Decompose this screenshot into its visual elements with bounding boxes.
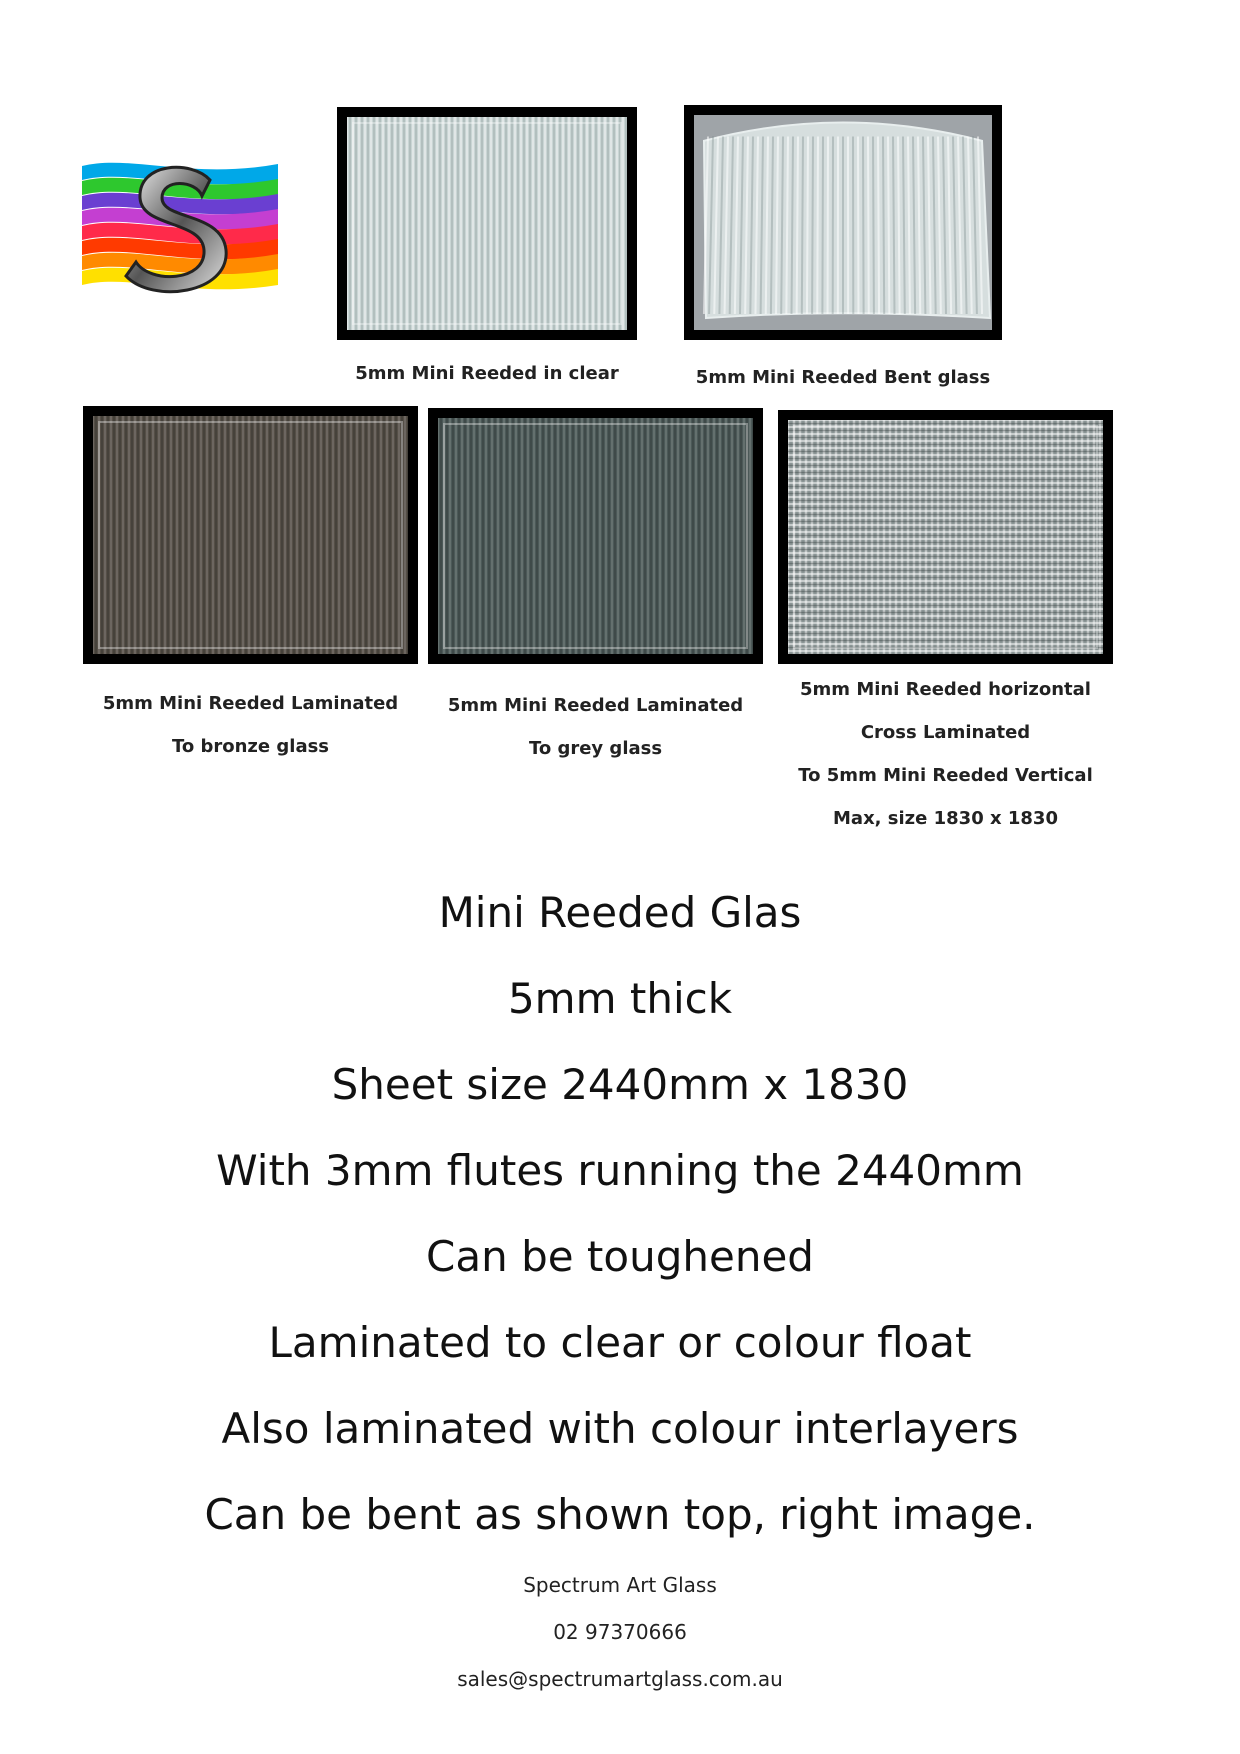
product-description bbox=[0, 870, 1240, 1558]
caption-cross bbox=[778, 668, 1113, 840]
company-name: Spectrum Art Glass bbox=[523, 1573, 717, 1597]
caption-line: To grey glass bbox=[528, 738, 663, 759]
caption-line: 5mm Mini Reeded in clear bbox=[355, 363, 619, 384]
glass-texture bbox=[788, 420, 1103, 654]
glass-texture bbox=[347, 117, 627, 330]
product-title: Mini Reeded Glas bbox=[438, 888, 802, 937]
company-logo bbox=[80, 158, 280, 298]
caption-line: 5mm Mini Reeded horizontal bbox=[800, 679, 1091, 700]
product-photo-grey bbox=[428, 408, 763, 664]
caption-grey bbox=[428, 684, 763, 770]
product-photo-bronze bbox=[83, 406, 418, 664]
contact-info bbox=[0, 1562, 1240, 1703]
glass-texture bbox=[93, 416, 408, 654]
description-line: Sheet size 2440mm x 1830 bbox=[331, 1060, 909, 1109]
caption-bronze bbox=[83, 682, 418, 768]
glass-texture bbox=[438, 418, 753, 654]
product-photo-bent bbox=[684, 105, 1002, 340]
caption-line: 5mm Mini Reeded Laminated bbox=[102, 693, 399, 714]
caption-line: Max, size 1830 x 1830 bbox=[833, 808, 1058, 829]
description-line: Can be toughened bbox=[426, 1232, 814, 1281]
caption-line: 5mm Mini Reeded Laminated bbox=[447, 695, 744, 716]
product-photo-cross bbox=[778, 410, 1113, 664]
caption-line: To 5mm Mini Reeded Vertical bbox=[798, 765, 1093, 786]
phone-number: 02 97370666 bbox=[553, 1620, 687, 1644]
s-logo-icon bbox=[80, 158, 280, 298]
description-line: Can be bent as shown top, right image. bbox=[204, 1490, 1036, 1539]
description-line: Laminated to clear or colour float bbox=[268, 1318, 972, 1367]
caption-line: To bronze glass bbox=[171, 736, 330, 757]
email-address[interactable]: sales@spectrumartglass.com.au bbox=[457, 1667, 783, 1691]
caption-clear bbox=[337, 352, 637, 395]
description-line: 5mm thick bbox=[507, 974, 733, 1023]
glass-texture bbox=[694, 115, 992, 330]
description-line: With 3mm flutes running the 2440mm bbox=[216, 1146, 1024, 1195]
description-line: Also laminated with colour interlayers bbox=[221, 1404, 1019, 1453]
product-photo-clear bbox=[337, 107, 637, 340]
caption-line: 5mm Mini Reeded Bent glass bbox=[695, 367, 991, 388]
caption-line: Cross Laminated bbox=[860, 722, 1031, 743]
caption-bent bbox=[684, 356, 1002, 399]
